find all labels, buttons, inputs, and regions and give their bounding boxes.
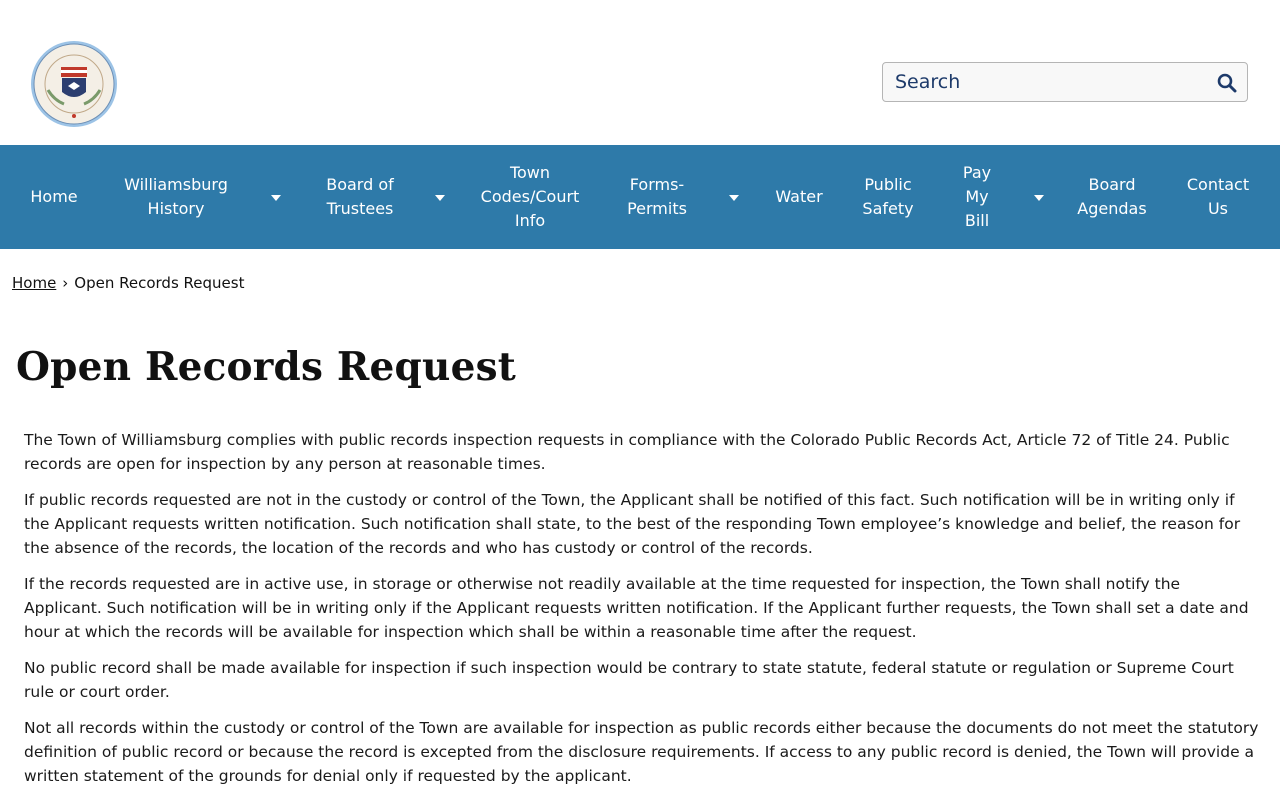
nav-item-label: Board Agendas	[1077, 175, 1147, 218]
nav-item-label: Williamsburg History	[124, 175, 228, 218]
breadcrumb-home-link[interactable]: Home	[12, 274, 57, 292]
nav-item-label: Contact Us	[1186, 175, 1250, 218]
nav-item-home[interactable]	[18, 145, 90, 249]
nav-item-label: Town Codes/Court Info	[480, 163, 580, 230]
nav-item-board-of-trustees[interactable]	[315, 145, 405, 249]
nav-item-label: Home	[30, 187, 78, 206]
content-paragraph: Not all records within the custody or control of the Town are available for inspection as public records either because the documents do not meet the statutory definition of public record or because the record is excepted from the disclosure requirements. If access to any public record is denied, the Town will provide a written statement of the grounds for denial only if requested by the applicant.	[24, 719, 1259, 785]
nav-item-public-safety[interactable]	[853, 145, 923, 249]
nav-item-label: Board of Trustees	[326, 175, 394, 218]
chevron-down-icon[interactable]	[1034, 195, 1044, 201]
content-paragraph: No public record shall be made available for inspection if such inspection would be contrary to state statute, federal statute or regulation or Supreme Court rule or court order.	[24, 659, 1234, 701]
nav-item-pay-my-bill[interactable]	[955, 145, 999, 249]
page-title: Open Records Request	[16, 344, 516, 390]
nav-item-label: Water	[775, 187, 823, 206]
search-input[interactable]	[883, 63, 1215, 101]
chevron-down-icon[interactable]	[729, 195, 739, 201]
page-content	[24, 428, 1259, 800]
search-box	[882, 62, 1248, 102]
content-paragraph: If public records requested are not in the custody or control of the Town, the Applicant shall be notified of this fact. Such notification will be in writing only if the Applicant requests written notification. Such notification shall state, to the best of the responding Town employee’s knowledge and belief, the reason for the absence of the records, the location of the records and who has custody or control of the records.	[24, 491, 1241, 557]
town-seal-logo[interactable]	[30, 40, 118, 128]
nav-item-water[interactable]	[766, 145, 832, 249]
nav-item-forms-permits[interactable]	[612, 145, 702, 249]
breadcrumb-separator: ›	[62, 274, 69, 292]
nav-item-board-agendas[interactable]	[1070, 145, 1154, 249]
search-icon[interactable]	[1215, 71, 1239, 95]
chevron-down-icon[interactable]	[435, 195, 445, 201]
nav-item-label: Pay My Bill	[962, 163, 992, 230]
nav-item-label: Public Safety	[862, 175, 914, 218]
nav-item-williamsburg-history[interactable]	[114, 145, 238, 249]
nav-item-town-codes-court-info[interactable]	[474, 145, 586, 249]
breadcrumb-current: Open Records Request	[74, 274, 245, 292]
nav-item-contact-us[interactable]	[1180, 145, 1256, 249]
chevron-down-icon[interactable]	[271, 195, 281, 201]
content-paragraph: The Town of Williamsburg complies with public records inspection requests in compliance with the Colorado Public Records Act, Article 72 of Title 24. Public records are open for inspection by any person at reasonable times.	[24, 431, 1230, 473]
site-header	[0, 0, 1280, 145]
nav-item-label: Forms-Permits	[627, 175, 687, 218]
breadcrumb	[12, 274, 244, 292]
content-paragraph: If the records requested are in active use, in storage or otherwise not readily available at the time requested for inspection, the Town shall notify the Applicant. Such notification will be in writing only if the Applicant requests written notification. If the Applicant further requests, the Town shall set a date and hour at which the records will be available for inspection which shall be within a reasonable time after the request.	[24, 575, 1249, 641]
main-nav	[0, 145, 1280, 249]
